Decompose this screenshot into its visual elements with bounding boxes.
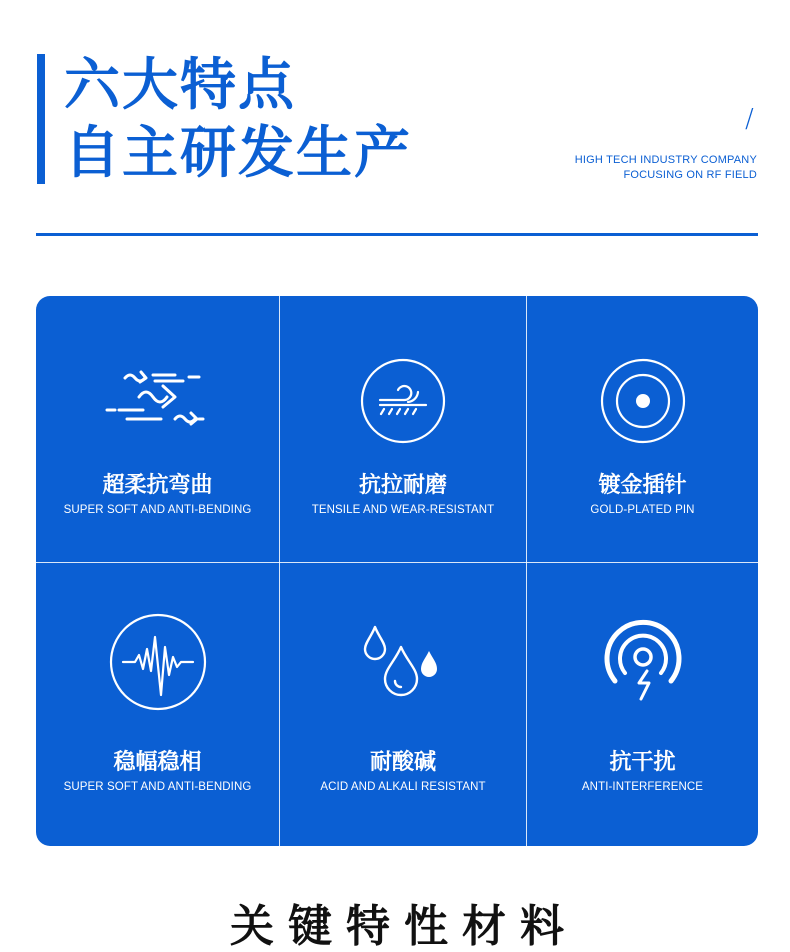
next-section-heading: 关键特性材料 — [230, 901, 578, 952]
concentric-pin-icon — [600, 358, 686, 444]
header-divider — [36, 233, 758, 236]
feature-card-soft — [36, 296, 279, 562]
headline-line-1: 六大特点 — [64, 53, 296, 118]
headline-line-2: 自主研发生产 — [64, 121, 412, 186]
features-grid — [36, 296, 758, 846]
feature-subtitle: SUPER SOFT AND ANTI-BENDING — [63, 781, 252, 793]
feature-card-anti-interference — [527, 563, 758, 846]
feature-card-gold-pin — [527, 296, 758, 562]
wear-surface-icon — [360, 358, 446, 444]
feature-title: 超柔抗弯曲 — [102, 473, 213, 498]
waveform-icon — [109, 613, 207, 711]
title-accent-bar — [37, 54, 45, 184]
feature-subtitle: TENSILE AND WEAR-RESISTANT — [311, 504, 495, 516]
tagline-line-1: HIGH TECH INDUSTRY COMPANY — [574, 154, 757, 166]
feature-title: 抗拉耐磨 — [358, 473, 447, 498]
signal-shield-icon — [601, 619, 685, 705]
feature-card-stable-phase — [36, 563, 279, 846]
tagline-line-2: FOCUSING ON RF FIELD — [623, 169, 757, 181]
feature-card-acid-resistant — [280, 563, 526, 846]
feature-subtitle: GOLD-PLATED PIN — [590, 504, 695, 516]
feature-subtitle: ANTI-INTERFERENCE — [581, 781, 704, 793]
decorative-slash: / — [745, 104, 754, 134]
feature-title: 镀金插针 — [598, 473, 687, 498]
feature-subtitle: SUPER SOFT AND ANTI-BENDING — [63, 504, 252, 516]
feature-title: 稳幅稳相 — [113, 750, 202, 775]
airflow-arrows-icon — [103, 364, 213, 430]
droplets-icon — [361, 625, 445, 705]
feature-title: 抗干扰 — [609, 750, 676, 775]
feature-subtitle: ACID AND ALKALI RESISTANT — [320, 781, 486, 793]
feature-title: 耐酸碱 — [369, 750, 436, 775]
feature-card-tensile — [280, 296, 526, 562]
next-section-heading-peek — [230, 901, 578, 952]
